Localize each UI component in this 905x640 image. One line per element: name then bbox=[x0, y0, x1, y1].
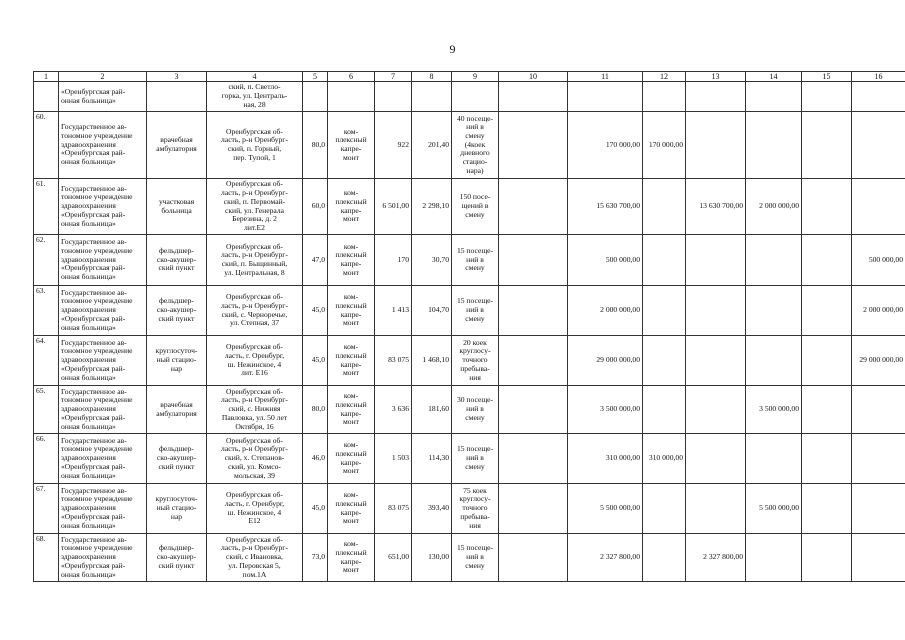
capacity: 75 коек круглосу- точного пребыва- ния bbox=[452, 484, 499, 534]
row-number: 68. bbox=[34, 534, 59, 582]
col12-value bbox=[643, 484, 686, 534]
col16-value bbox=[852, 179, 905, 235]
table-row bbox=[34, 82, 905, 112]
col8-value bbox=[412, 82, 452, 112]
page-number: 9 bbox=[449, 42, 456, 56]
col16-value bbox=[852, 112, 905, 179]
col15-value bbox=[802, 179, 852, 235]
header-cell: 10 bbox=[499, 72, 568, 82]
header-cell: 2 bbox=[59, 72, 147, 82]
col14-value bbox=[746, 235, 802, 286]
col10-value bbox=[499, 82, 568, 112]
table-row bbox=[34, 286, 905, 336]
col10-value bbox=[499, 179, 568, 235]
col11-value: 3 500 000,00 bbox=[568, 386, 643, 434]
institution-name: Государственное ав- тономное учреждение здравоохранения «Оренбургская рай- онная больница» bbox=[59, 286, 147, 336]
col14-value bbox=[746, 434, 802, 484]
col15-value bbox=[802, 112, 852, 179]
facility-type: фельдшер- ско-акушер- ский пункт bbox=[147, 434, 207, 484]
col7-value: 922 bbox=[375, 112, 412, 179]
header-cell: 6 bbox=[328, 72, 375, 82]
col7-value: 83 075 bbox=[375, 484, 412, 534]
work-type: ком- плексный капре- монт bbox=[328, 336, 375, 386]
address: Оренбургская об- ласть, р-н Оренбург- ский, п. Первомай- ский, ул. Генерала Березина, д. 2 лит.Е2 bbox=[207, 179, 303, 235]
area bbox=[303, 82, 328, 112]
area: 80,0 bbox=[303, 112, 328, 179]
col8-value: 104,70 bbox=[412, 286, 452, 336]
col11-value: 2 327 800,00 bbox=[568, 534, 643, 582]
col15-value bbox=[802, 235, 852, 286]
header-row bbox=[34, 72, 905, 82]
col13-value bbox=[686, 434, 746, 484]
col7-value: 3 636 bbox=[375, 386, 412, 434]
col12-value: 310 000,00 bbox=[643, 434, 686, 484]
col12-value bbox=[643, 235, 686, 286]
col11-value: 29 000 000,00 bbox=[568, 336, 643, 386]
col10-value bbox=[499, 286, 568, 336]
row-number: 66. bbox=[34, 434, 59, 484]
capacity: 15 посеще- ний в смену bbox=[452, 286, 499, 336]
address: Оренбургская об- ласть, р-н Оренбург- ский, х. Степанов- ский, ул. Комсо- мольская, 39 bbox=[207, 434, 303, 484]
table-row bbox=[34, 235, 905, 286]
capacity: 30 посеще- ний в смену bbox=[452, 386, 499, 434]
facility-type: фельдшер- ско-акушер- ский пункт bbox=[147, 235, 207, 286]
institution-name: «Оренбургская рай- онная больница» bbox=[59, 82, 147, 112]
col15-value bbox=[802, 286, 852, 336]
facility-type: фельдшер- ско-акушер- ский пункт bbox=[147, 534, 207, 582]
institution-name: Государственное ав- тономное учреждение здравоохранения «Оренбургская рай- онная больница» bbox=[59, 434, 147, 484]
col12-value bbox=[643, 179, 686, 235]
col8-value: 30,70 bbox=[412, 235, 452, 286]
col10-value bbox=[499, 336, 568, 386]
area: 73,0 bbox=[303, 534, 328, 582]
header-cell: 14 bbox=[746, 72, 802, 82]
area: 45,0 bbox=[303, 336, 328, 386]
address: Оренбургская об- ласть, р-н Оренбург- ский, п. Горный, пер. Тупой, 1 bbox=[207, 112, 303, 179]
header-cell: 11 bbox=[568, 72, 643, 82]
address: ский, п. Светло- горка, ул. Централь- ная, 28 bbox=[207, 82, 303, 112]
col7-value: 1 503 bbox=[375, 434, 412, 484]
col14-value: 3 500 000,00 bbox=[746, 386, 802, 434]
col16-value bbox=[852, 434, 905, 484]
row-number: 61. bbox=[34, 179, 59, 235]
work-type: ком- плексный капре- монт bbox=[328, 434, 375, 484]
capacity: 40 посеще- ний в смену (4коек дневного стацио- нара) bbox=[452, 112, 499, 179]
header-cell: 16 bbox=[852, 72, 905, 82]
table-row bbox=[34, 179, 905, 235]
row-number: 62. bbox=[34, 235, 59, 286]
col14-value bbox=[746, 112, 802, 179]
area: 46,0 bbox=[303, 434, 328, 484]
capacity bbox=[452, 82, 499, 112]
col10-value bbox=[499, 235, 568, 286]
col8-value: 393,40 bbox=[412, 484, 452, 534]
row-number: 67. bbox=[34, 484, 59, 534]
header-cell: 8 bbox=[412, 72, 452, 82]
col11-value: 2 000 000,00 bbox=[568, 286, 643, 336]
col16-value bbox=[852, 386, 905, 434]
table-row bbox=[34, 484, 905, 534]
col12-value bbox=[643, 386, 686, 434]
col8-value: 201,40 bbox=[412, 112, 452, 179]
address: Оренбургская об- ласть, р-н Оренбург- ский, с. Черноречье, ул. Степная, 37 bbox=[207, 286, 303, 336]
col7-value: 651,00 bbox=[375, 534, 412, 582]
facility-type: круглосуточ- ный стацио- нар bbox=[147, 336, 207, 386]
data-table bbox=[33, 71, 905, 582]
work-type: ком- плексный капре- монт bbox=[328, 179, 375, 235]
col15-value bbox=[802, 336, 852, 386]
work-type: ком- плексный капре- монт bbox=[328, 386, 375, 434]
col15-value bbox=[802, 434, 852, 484]
col12-value bbox=[643, 286, 686, 336]
col14-value bbox=[746, 286, 802, 336]
facility-type: врачебная амбулатория bbox=[147, 112, 207, 179]
capacity: 150 посе- щений в смену bbox=[452, 179, 499, 235]
col16-value: 29 000 000,00 bbox=[852, 336, 905, 386]
header-cell: 1 bbox=[34, 72, 59, 82]
institution-name: Государственное ав- тономное учреждение здравоохранения «Оренбургская рай- онная больница» bbox=[59, 112, 147, 179]
capacity: 15 посеще- ний в смену bbox=[452, 235, 499, 286]
address: Оренбургская об- ласть, р-н Оренбург- ский, с Ивановка, ул. Перовская 5, пом.1А bbox=[207, 534, 303, 582]
facility-type: врачебная амбулатория bbox=[147, 386, 207, 434]
facility-type: круглосуточ- ный стацио- нар bbox=[147, 484, 207, 534]
col8-value: 181,60 bbox=[412, 386, 452, 434]
col13-value bbox=[686, 235, 746, 286]
row-number: 60. bbox=[34, 112, 59, 179]
col10-value bbox=[499, 112, 568, 179]
col11-value: 5 500 000,00 bbox=[568, 484, 643, 534]
col13-value bbox=[686, 286, 746, 336]
col13-value bbox=[686, 112, 746, 179]
header-cell: 4 bbox=[207, 72, 303, 82]
work-type: ком- плексный капре- монт bbox=[328, 286, 375, 336]
col11-value bbox=[568, 82, 643, 112]
col14-value: 2 000 000,00 bbox=[746, 179, 802, 235]
facility-type: фельдшер- ско-акушер- ский пункт bbox=[147, 286, 207, 336]
col14-value bbox=[746, 534, 802, 582]
capacity: 15 посеще- ний в смену bbox=[452, 434, 499, 484]
row-number: 63. bbox=[34, 286, 59, 336]
col7-value: 6 501,00 bbox=[375, 179, 412, 235]
row-number: 64. bbox=[34, 336, 59, 386]
col13-value bbox=[686, 484, 746, 534]
col14-value bbox=[746, 82, 802, 112]
col13-value: 13 630 700,00 bbox=[686, 179, 746, 235]
capacity: 15 посеще- ний в смену bbox=[452, 534, 499, 582]
col7-value: 170 bbox=[375, 235, 412, 286]
header-cell: 7 bbox=[375, 72, 412, 82]
col12-value bbox=[643, 534, 686, 582]
work-type: ком- плексный капре- монт bbox=[328, 484, 375, 534]
institution-name: Государственное ав- тономное учреждение здравоохранения «Оренбургская рай- онная больница» bbox=[59, 386, 147, 434]
header-cell: 13 bbox=[686, 72, 746, 82]
col12-value: 170 000,00 bbox=[643, 112, 686, 179]
row-number bbox=[34, 82, 59, 112]
facility-type: участковая больница bbox=[147, 179, 207, 235]
col11-value: 500 000,00 bbox=[568, 235, 643, 286]
work-type bbox=[328, 82, 375, 112]
header-cell: 15 bbox=[802, 72, 852, 82]
col14-value bbox=[746, 336, 802, 386]
col8-value: 1 468,10 bbox=[412, 336, 452, 386]
work-type: ком- плексный капре- монт bbox=[328, 235, 375, 286]
col10-value bbox=[499, 386, 568, 434]
col7-value: 1 413 bbox=[375, 286, 412, 336]
header-cell: 5 bbox=[303, 72, 328, 82]
col8-value: 2 298,10 bbox=[412, 179, 452, 235]
table-row bbox=[34, 534, 905, 582]
header-cell: 12 bbox=[643, 72, 686, 82]
col11-value: 15 630 700,00 bbox=[568, 179, 643, 235]
col13-value: 2 327 800,00 bbox=[686, 534, 746, 582]
row-number: 65. bbox=[34, 386, 59, 434]
address: Оренбургская об- ласть, р-н Оренбург- ский, п. Быщинный, ул. Центральная, 8 bbox=[207, 235, 303, 286]
address: Оренбургская об- ласть, г. Оренбург, ш. Нежинское, 4 лит. Е16 bbox=[207, 336, 303, 386]
address: Оренбургская об- ласть, г. Оренбург, ш. Нежинское, 4 Е12 bbox=[207, 484, 303, 534]
address: Оренбургская об- ласть, р-н Оренбург- ский, с. Нижняя Павловка, ул. 50 лет Октября, 16 bbox=[207, 386, 303, 434]
institution-name: Государственное ав- тономное учреждение здравоохранения «Оренбургская рай- онная больница» bbox=[59, 336, 147, 386]
area: 80,0 bbox=[303, 386, 328, 434]
col16-value bbox=[852, 534, 905, 582]
col13-value bbox=[686, 82, 746, 112]
col16-value bbox=[852, 484, 905, 534]
col16-value: 2 000 000,00 bbox=[852, 286, 905, 336]
area: 47,0 bbox=[303, 235, 328, 286]
col16-value bbox=[852, 82, 905, 112]
col10-value bbox=[499, 534, 568, 582]
col7-value bbox=[375, 82, 412, 112]
table-row bbox=[34, 336, 905, 386]
col14-value: 5 500 000,00 bbox=[746, 484, 802, 534]
col7-value: 83 075 bbox=[375, 336, 412, 386]
institution-name: Государственное ав- тономное учреждение здравоохранения «Оренбургская рай- онная больница» bbox=[59, 484, 147, 534]
table-row bbox=[34, 112, 905, 179]
work-type: ком- плексный капре- монт bbox=[328, 112, 375, 179]
col13-value bbox=[686, 336, 746, 386]
facility-type bbox=[147, 82, 207, 112]
col16-value: 500 000,00 bbox=[852, 235, 905, 286]
col13-value bbox=[686, 386, 746, 434]
col10-value bbox=[499, 484, 568, 534]
col15-value bbox=[802, 534, 852, 582]
col10-value bbox=[499, 434, 568, 484]
area: 60,0 bbox=[303, 179, 328, 235]
area: 45,0 bbox=[303, 286, 328, 336]
header-cell: 9 bbox=[452, 72, 499, 82]
institution-name: Государственное ав- тономное учреждение здравоохранения «Оренбургская рай- онная больница» bbox=[59, 534, 147, 582]
table-row bbox=[34, 434, 905, 484]
col8-value: 130,00 bbox=[412, 534, 452, 582]
table-row bbox=[34, 386, 905, 434]
col15-value bbox=[802, 386, 852, 434]
institution-name: Государственное ав- тономное учреждение здравоохранения «Оренбургская рай- онная больница» bbox=[59, 179, 147, 235]
work-type: ком- плексный капре- монт bbox=[328, 534, 375, 582]
area: 45,0 bbox=[303, 484, 328, 534]
col12-value bbox=[643, 82, 686, 112]
col11-value: 170 000,00 bbox=[568, 112, 643, 179]
col15-value bbox=[802, 484, 852, 534]
col8-value: 114,30 bbox=[412, 434, 452, 484]
capacity: 20 коек круглосу- точного пребыва- ния bbox=[452, 336, 499, 386]
institution-name: Государственное ав- тономное учреждение здравоохранения «Оренбургская рай- онная больница» bbox=[59, 235, 147, 286]
col12-value bbox=[643, 336, 686, 386]
col15-value bbox=[802, 82, 852, 112]
col11-value: 310 000,00 bbox=[568, 434, 643, 484]
header-cell: 3 bbox=[147, 72, 207, 82]
